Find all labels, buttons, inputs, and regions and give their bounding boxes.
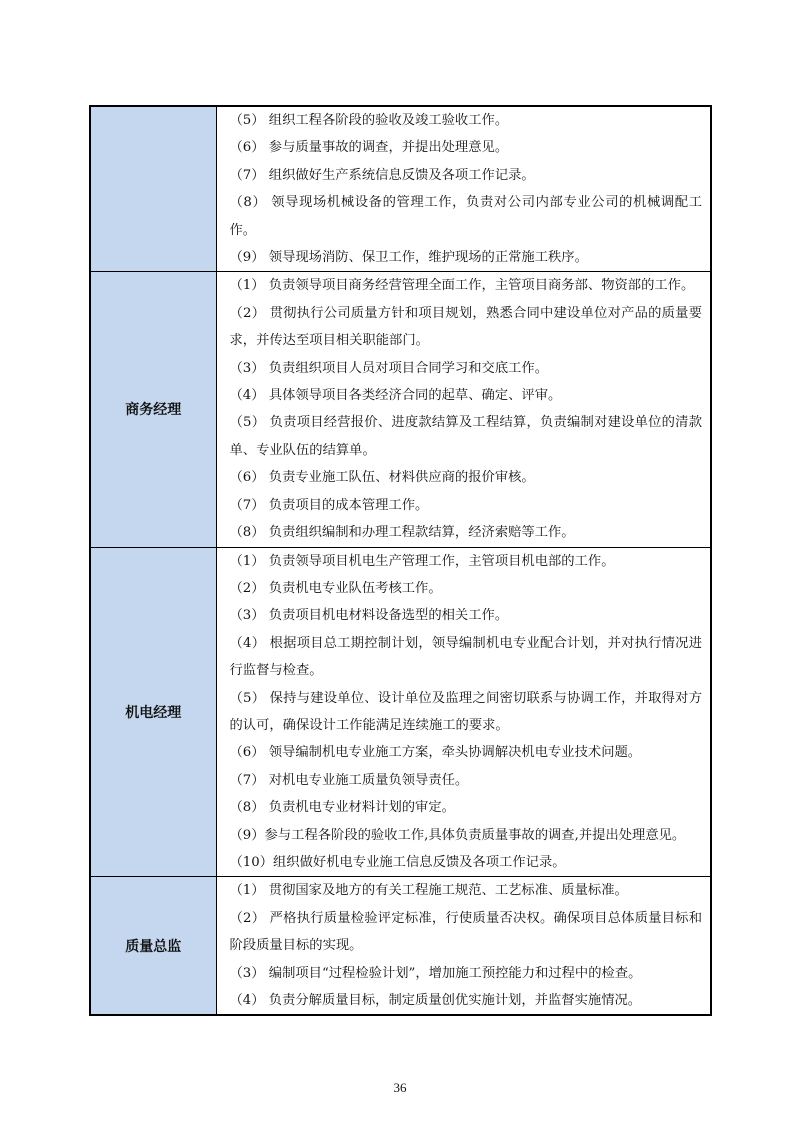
role-cell: 质量总监	[90, 877, 216, 1016]
duty-item: （2） 负责机电专业队伍考核工作。	[229, 580, 442, 596]
duty-item: （5） 负责项目经营报价、进度款结算及工程结算，负责编制对建设单位的清款单、专业队伍的结算单。	[229, 415, 702, 458]
table-row	[90, 272, 711, 547]
duty-item: （1） 负责领导项目商务经营管理全面工作，主管项目商务部、物资部的工作。	[229, 278, 695, 294]
duties-cell	[216, 272, 711, 547]
duties-table	[89, 105, 712, 1016]
duties-cell	[216, 106, 711, 272]
table-row	[90, 106, 711, 272]
duties-cell	[216, 547, 711, 877]
duty-item: （8） 负责机电专业材料计划的审定。	[229, 800, 455, 816]
duty-item: （6） 领导编制机电专业施工方案，牵头协调解决机电专业技术问题。	[229, 745, 642, 761]
duty-item: （2） 严格执行质量检验评定标准，行使质量否决权。确保项目总体质量目标和阶段质量目标的实现。	[229, 910, 702, 954]
duty-item: （1） 负责领导项目机电生产管理工作，主管项目机电部的工作。	[229, 553, 615, 569]
duty-item: （7） 对机电专业施工质量负领导责任。	[229, 772, 469, 788]
duty-item: （3） 负责组织项目人员对项目合同学习和交底工作。	[229, 360, 549, 376]
duty-item: （6） 参与质量事故的调查，并提出处理意见。	[229, 140, 509, 156]
role-cell: 机电经理	[90, 547, 216, 877]
duty-item: （4） 具体领导项目各类经济合同的起草、确定、评审。	[229, 388, 562, 404]
duty-item: （8） 领导现场机械设备的管理工作，负责对公司内部专业公司的机械调配工作。	[229, 195, 702, 238]
duties-cell	[216, 877, 711, 1016]
duty-item: （9） 领导现场消防、保卫工作，维护现场的正常施工秩序。	[229, 250, 588, 266]
duty-item: （4） 根据项目总工期控制计划，领导编制机电专业配合计划，并对执行情况进行监督与检查。	[229, 635, 702, 679]
duty-item: （8） 负责组织编制和办理工程款结算，经济索赔等工作。	[229, 525, 575, 541]
duty-item: （5） 组织工程各阶段的验收及竣工验收工作。	[229, 113, 509, 128]
duty-item: （2） 贯彻执行公司质量方针和项目规划，熟悉合同中建设单位对产品的质量要求，并传达至项目相关职能部门。	[229, 305, 702, 349]
duty-item: （9）参与工程各阶段的验收工作,具体负责质量事故的调查,并提出处理意见。	[229, 827, 686, 843]
duty-item: （5） 保持与建设单位、设计单位及监理之间密切联系与协调工作，并取得对方的认可，确保设计工作能满足连续施工的要求。	[229, 690, 702, 733]
duties-table-body	[90, 106, 711, 1015]
duty-item: （7） 组织做好生产系统信息反馈及各项工作记录。	[229, 167, 535, 183]
duty-item: （1） 贯彻国家及地方的有关工程施工规范、工艺标准、质量标准。	[229, 883, 628, 899]
duty-item: （7） 负责项目的成本管理工作。	[229, 497, 429, 513]
duty-item: （10）组织做好机电专业施工信息反馈及各项工作记录。	[229, 854, 566, 870]
role-cell	[90, 106, 216, 272]
duty-item: （3） 负责项目机电材料设备选型的相关工作。	[229, 608, 509, 624]
table-row	[90, 547, 711, 877]
duty-item: （3） 编制项目“过程检验计划”，增加施工预控能力和过程中的检查。	[229, 965, 642, 981]
table-row	[90, 877, 711, 1016]
duty-item: （6） 负责专业施工队伍、材料供应商的报价审核。	[229, 470, 535, 486]
role-cell: 商务经理	[90, 272, 216, 547]
page-number: 36	[393, 1080, 407, 1095]
duty-item: （4） 负责分解质量目标，制定质量创优实施计划，并监督实施情况。	[229, 993, 642, 1008]
